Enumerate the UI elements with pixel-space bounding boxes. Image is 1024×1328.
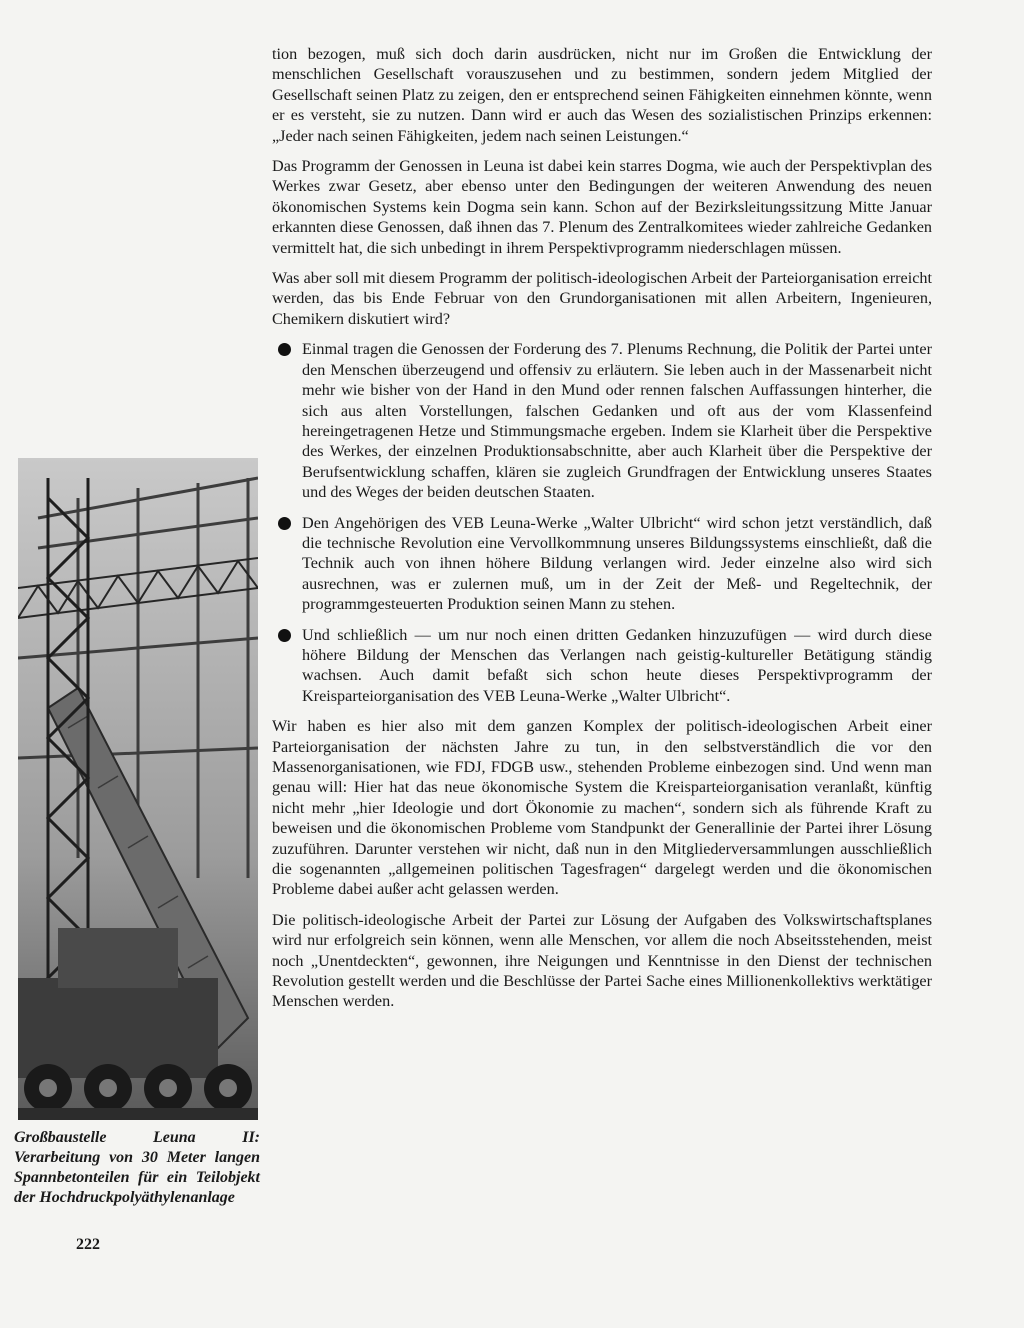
bullet-item-2 — [272, 513, 932, 615]
bullet-text-3: Und schließlich — um nur noch einen dritten Gedanken hinzuzufügen — wird durch diese höhere Bildung der Menschen das Verlangen nach geistig-kultureller Betätigung ständig wachsen. Auch damit befaßt sich schon heute dieses Perspektivprogramm der Kreisparteiorganisation des VEB Leuna-Werke „Walter Ulbricht“. — [302, 625, 932, 705]
construction-photo — [18, 458, 258, 1120]
bullet-dot-icon — [278, 343, 291, 356]
bullet-text-2: Den Angehörigen des VEB Leuna-Werke „Walter Ulbricht“ wird schon jetzt verständlich, daß die technische Revolution eine Vervollkommnung unseres Bildungssystems einschließt, daß die Technik auch von ihnen höhere Bildung verlangen wird. Jeder einzelne also wird sich ausrechnen, was er zulernen muß, um in der Zeit der Meß- und Regeltechnik, der programmgesteuerten Produktion seinen Mann zu stehen. — [302, 513, 932, 614]
paragraph-closing-1: Wir haben es hier also mit dem ganzen Komplex der politisch-ideologischen Arbeit einer Parteiorganisation der nächsten Jahre zu tun, in den selbstverständlich die vor den Massenorganisationen, wie FDJ, FDGB usw., stehenden Probleme einbezogen sind. Und wenn man genau will: Hier hat das neue ökonomische System die Kreisparteiorganisation veranlaßt, künftig nicht mehr „hier Ideologie und dort Ökonomie zu machen“, sondern sich als führende Kraft zu beweisen und die ökonomischen Probleme vom Standpunkt der Generallinie der Partei ihrer Lösung zuzuführen. Darunter verstehen wir nicht, daß nun in den Mitgliederversammlungen ausschließlich die sogenannten „allgemeinen politischen Tagesfragen“ dargelegt werden und die ökonomischen Probleme dabei außer acht gelassen werden. — [272, 717, 932, 899]
crane-photo-illustration — [18, 458, 258, 1120]
paragraph-1: tion bezogen, muß sich doch darin ausdrücken, nicht nur im Großen die Entwicklung der menschlichen Gesellschaft vorauszusehen und zu bestimmen, sondern jedem Mitglied der Gesellschaft seinen Platz zu zeigen, den er entsprechend seinen Fähigkeiten einnehmen könnte, wenn er es versteht, sie zu nutzen. Dann wird er auch das Wesen des sozialistischen Prinzips erkennen: „Jeder nach seinen Fähigkeiten, jedem nach seinen Leistungen.“ — [272, 45, 932, 145]
bullet-dot-icon — [278, 629, 291, 642]
photo-caption: Großbaustelle Leuna II: Verarbeitung von 30 Meter langen Spannbetonteilen für ein Teilobjekt der Hochdruckpolyäthylenanlage — [14, 1129, 260, 1206]
main-text-column — [272, 44, 932, 1022]
page-number: 222 — [76, 1236, 100, 1253]
bullet-text-1: Einmal tragen die Genossen der Forderung des 7. Plenums Rechnung, die Politik der Partei unter den Menschen überzeugend und offensiv zu erläutern. Sie leben auch in der Massenarbeit nicht mehr wie bisher von der Hand in den Mund oder rennen falschen Auffassungen hinterher, die sich aus alten Vorstellungen, falschen Gedanken und oft aus der vom Klassenfeind hereingetragenen Hetze und Stimmungsmache ergeben. Indem sie Klarheit über die Perspektive des Werkes, der einzelnen Produktionsabschnitte, aber auch Klarheit über die Perspektive der Berufsentwicklung schaffen, klären sie zugleich Grundfragen der Entwicklung unseres Staates und des Weges der beiden deutschen Staaten. — [302, 340, 932, 502]
bullet-dot-icon — [278, 517, 291, 530]
bullet-item-3 — [272, 625, 932, 707]
bullet-item-1 — [272, 339, 932, 502]
paragraph-3: Was aber soll mit diesem Programm der politisch-ideologischen Arbeit der Parteiorganisation erreicht werden, das bis Ende Februar von den Grundorganisationen mit allen Arbeitern, Ingenieuren, Chemikern diskutiert wird? — [272, 269, 932, 328]
paragraph-closing-2: Die politisch-ideologische Arbeit der Partei zur Lösung der Aufgaben des Volkswirtschaftsplanes wird nur erfolgreich sein können, wenn alle Menschen, vor allem die noch Abseitsstehenden, meist noch „Unentdeckten“, gewonnen, ihre Neigungen und Kenntnisse in den Dienst der technischen Revolution gestellt werden und die Beschlüsse der Partei Sache eines Millionenkollektivs werktätiger Menschen werden. — [272, 910, 932, 1011]
paragraph-2: Das Programm der Genossen in Leuna ist dabei kein starres Dogma, wie auch der Perspektivplan des Werkes zwar Gesetz, aber ebenso unter den Bedingungen der weiteren Anwendung des neuen ökonomischen Systems kein Dogma sein kann. Schon auf der Bezirksleitungssitzung Mitte Januar erkannten diese Genossen, daß ihnen das 7. Plenum des Zentralkomitees wieder zahlreiche Gedanken vermittelt hat, die sich unbedingt in ihrem Perspektivprogramm niederschlagen müssen. — [272, 157, 932, 257]
